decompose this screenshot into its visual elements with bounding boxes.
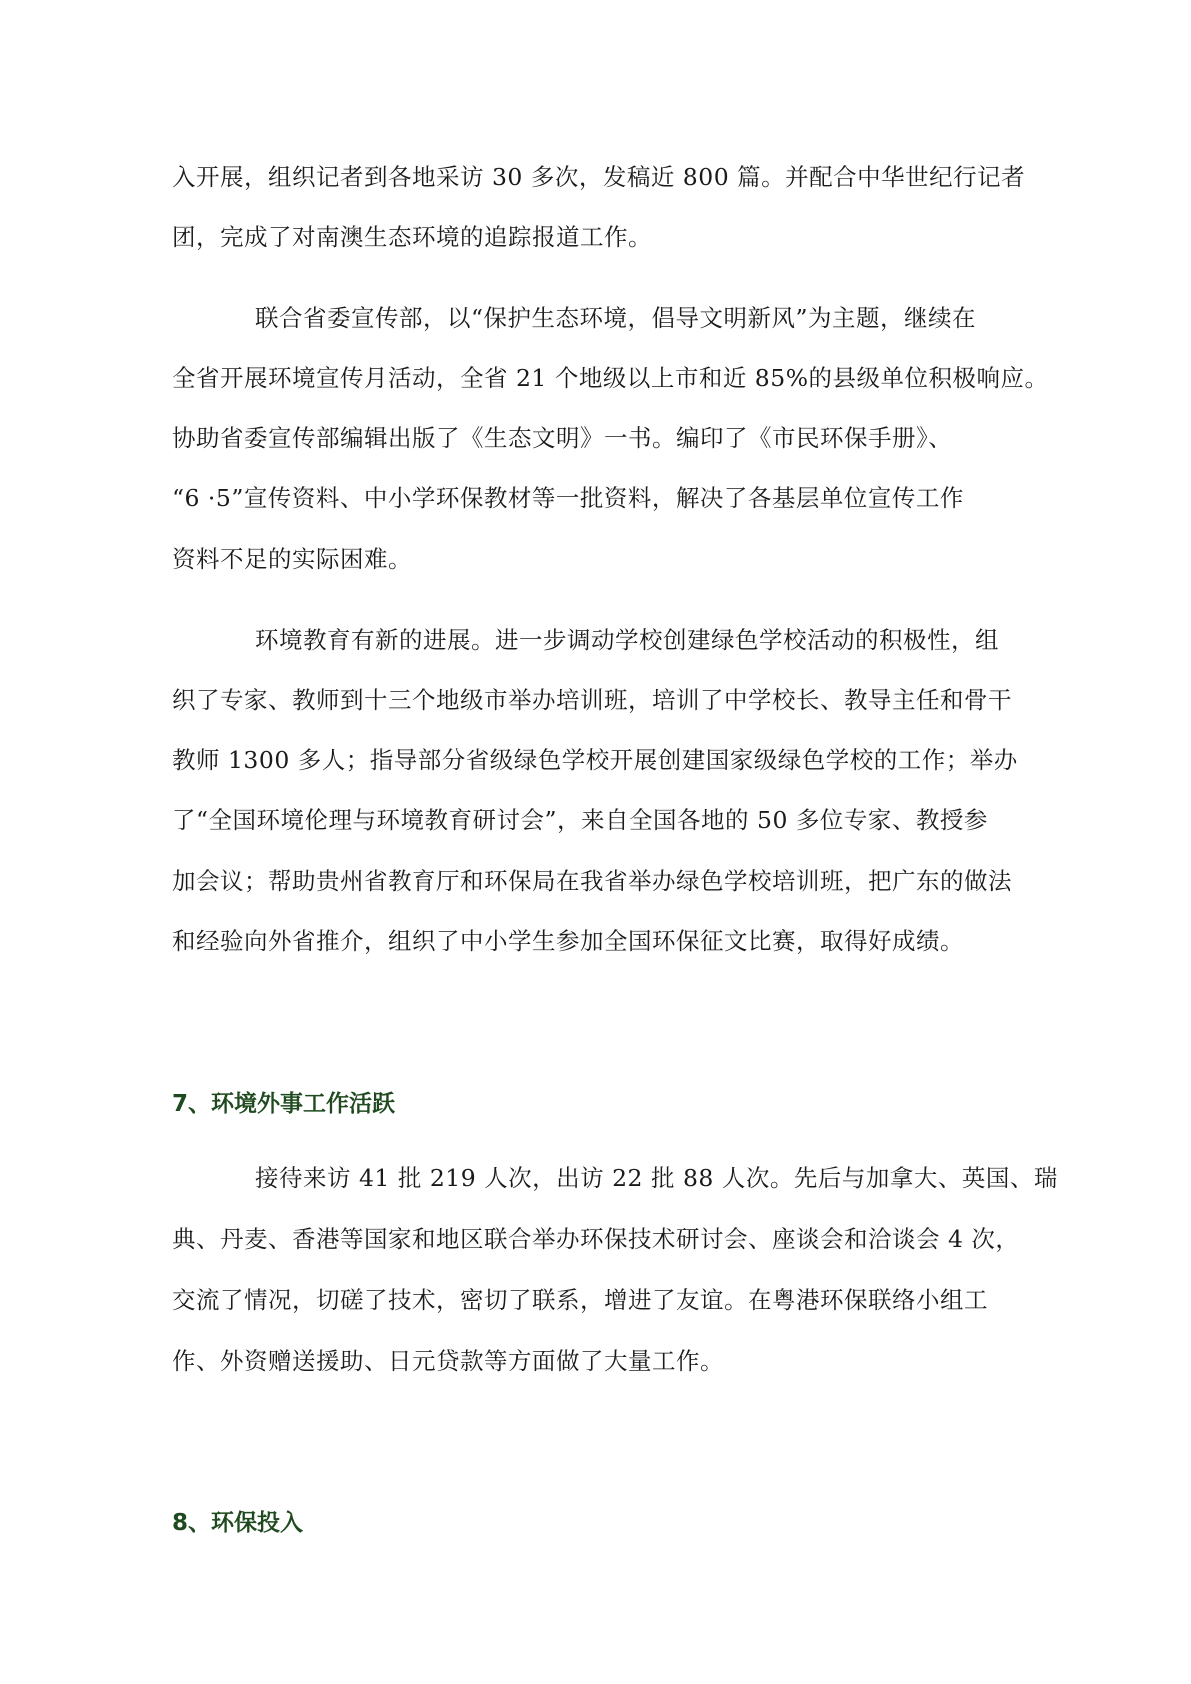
paragraph-line: 典、丹麦、香港等国家和地区联合举办环保技术研讨会、座谈会和洽谈会 4 次， <box>172 1225 1020 1253</box>
paragraph-line: 和经验向外省推介，组织了中小学生参加全国环保征文比赛，取得好成绩。 <box>172 927 964 955</box>
paragraph-line: 了“全国环境伦理与环境教育研讨会”，来自全国各地的 50 多位专家、教授参 <box>172 806 988 834</box>
section-heading: 7、环境外事工作活跃 <box>172 1091 396 1117</box>
paragraph-line: 作、外资赠送援助、日元贷款等方面做了大量工作。 <box>172 1347 724 1375</box>
paragraph-line: 团，完成了对南澳生态环境的追踪报道工作。 <box>172 223 652 251</box>
paragraph-line: 资料不足的实际困难。 <box>172 545 412 573</box>
paragraph-line: “6 ·5”宣传资料、中小学环保教材等一批资料，解决了各基层单位宣传工作 <box>172 484 964 512</box>
paragraph-line: 全省开展环境宣传月活动，全省 21 个地级以上市和近 85%的县级单位积极响应。 <box>172 364 1049 392</box>
section-heading: 8、环保投入 <box>172 1510 304 1536</box>
paragraph-line: 交流了情况，切磋了技术，密切了联系，增进了友谊。在粤港环保联络小组工 <box>172 1286 988 1314</box>
paragraph-line: 协助省委宣传部编辑出版了《生态文明》一书。编印了《市民环保手册》、 <box>172 424 953 452</box>
paragraph-line: 织了专家、教师到十三个地级市举办培训班，培训了中学校长、教导主任和骨干 <box>172 686 1012 714</box>
paragraph-line: 教师 1300 多人；指导部分省级绿色学校开展创建国家级绿色学校的工作；举办 <box>172 746 1018 774</box>
paragraph-line: 联合省委宣传部，以“保护生态环境，倡导文明新风”为主题，继续在 <box>255 304 977 332</box>
paragraph-line: 环境教育有新的进展。进一步调动学校创建绿色学校活动的积极性，组 <box>255 626 999 654</box>
paragraph-line: 接待来访 41 批 219 人次，出访 22 批 88 人次。先后与加拿大、英国、瑞 <box>255 1164 1058 1192</box>
paragraph-line: 加会议；帮助贵州省教育厅和环保局在我省举办绿色学校培训班，把广东的做法 <box>172 867 1012 895</box>
paragraph-line: 入开展，组织记者到各地采访 30 多次，发稿近 800 篇。并配合中华世纪行记者 <box>172 163 1026 191</box>
